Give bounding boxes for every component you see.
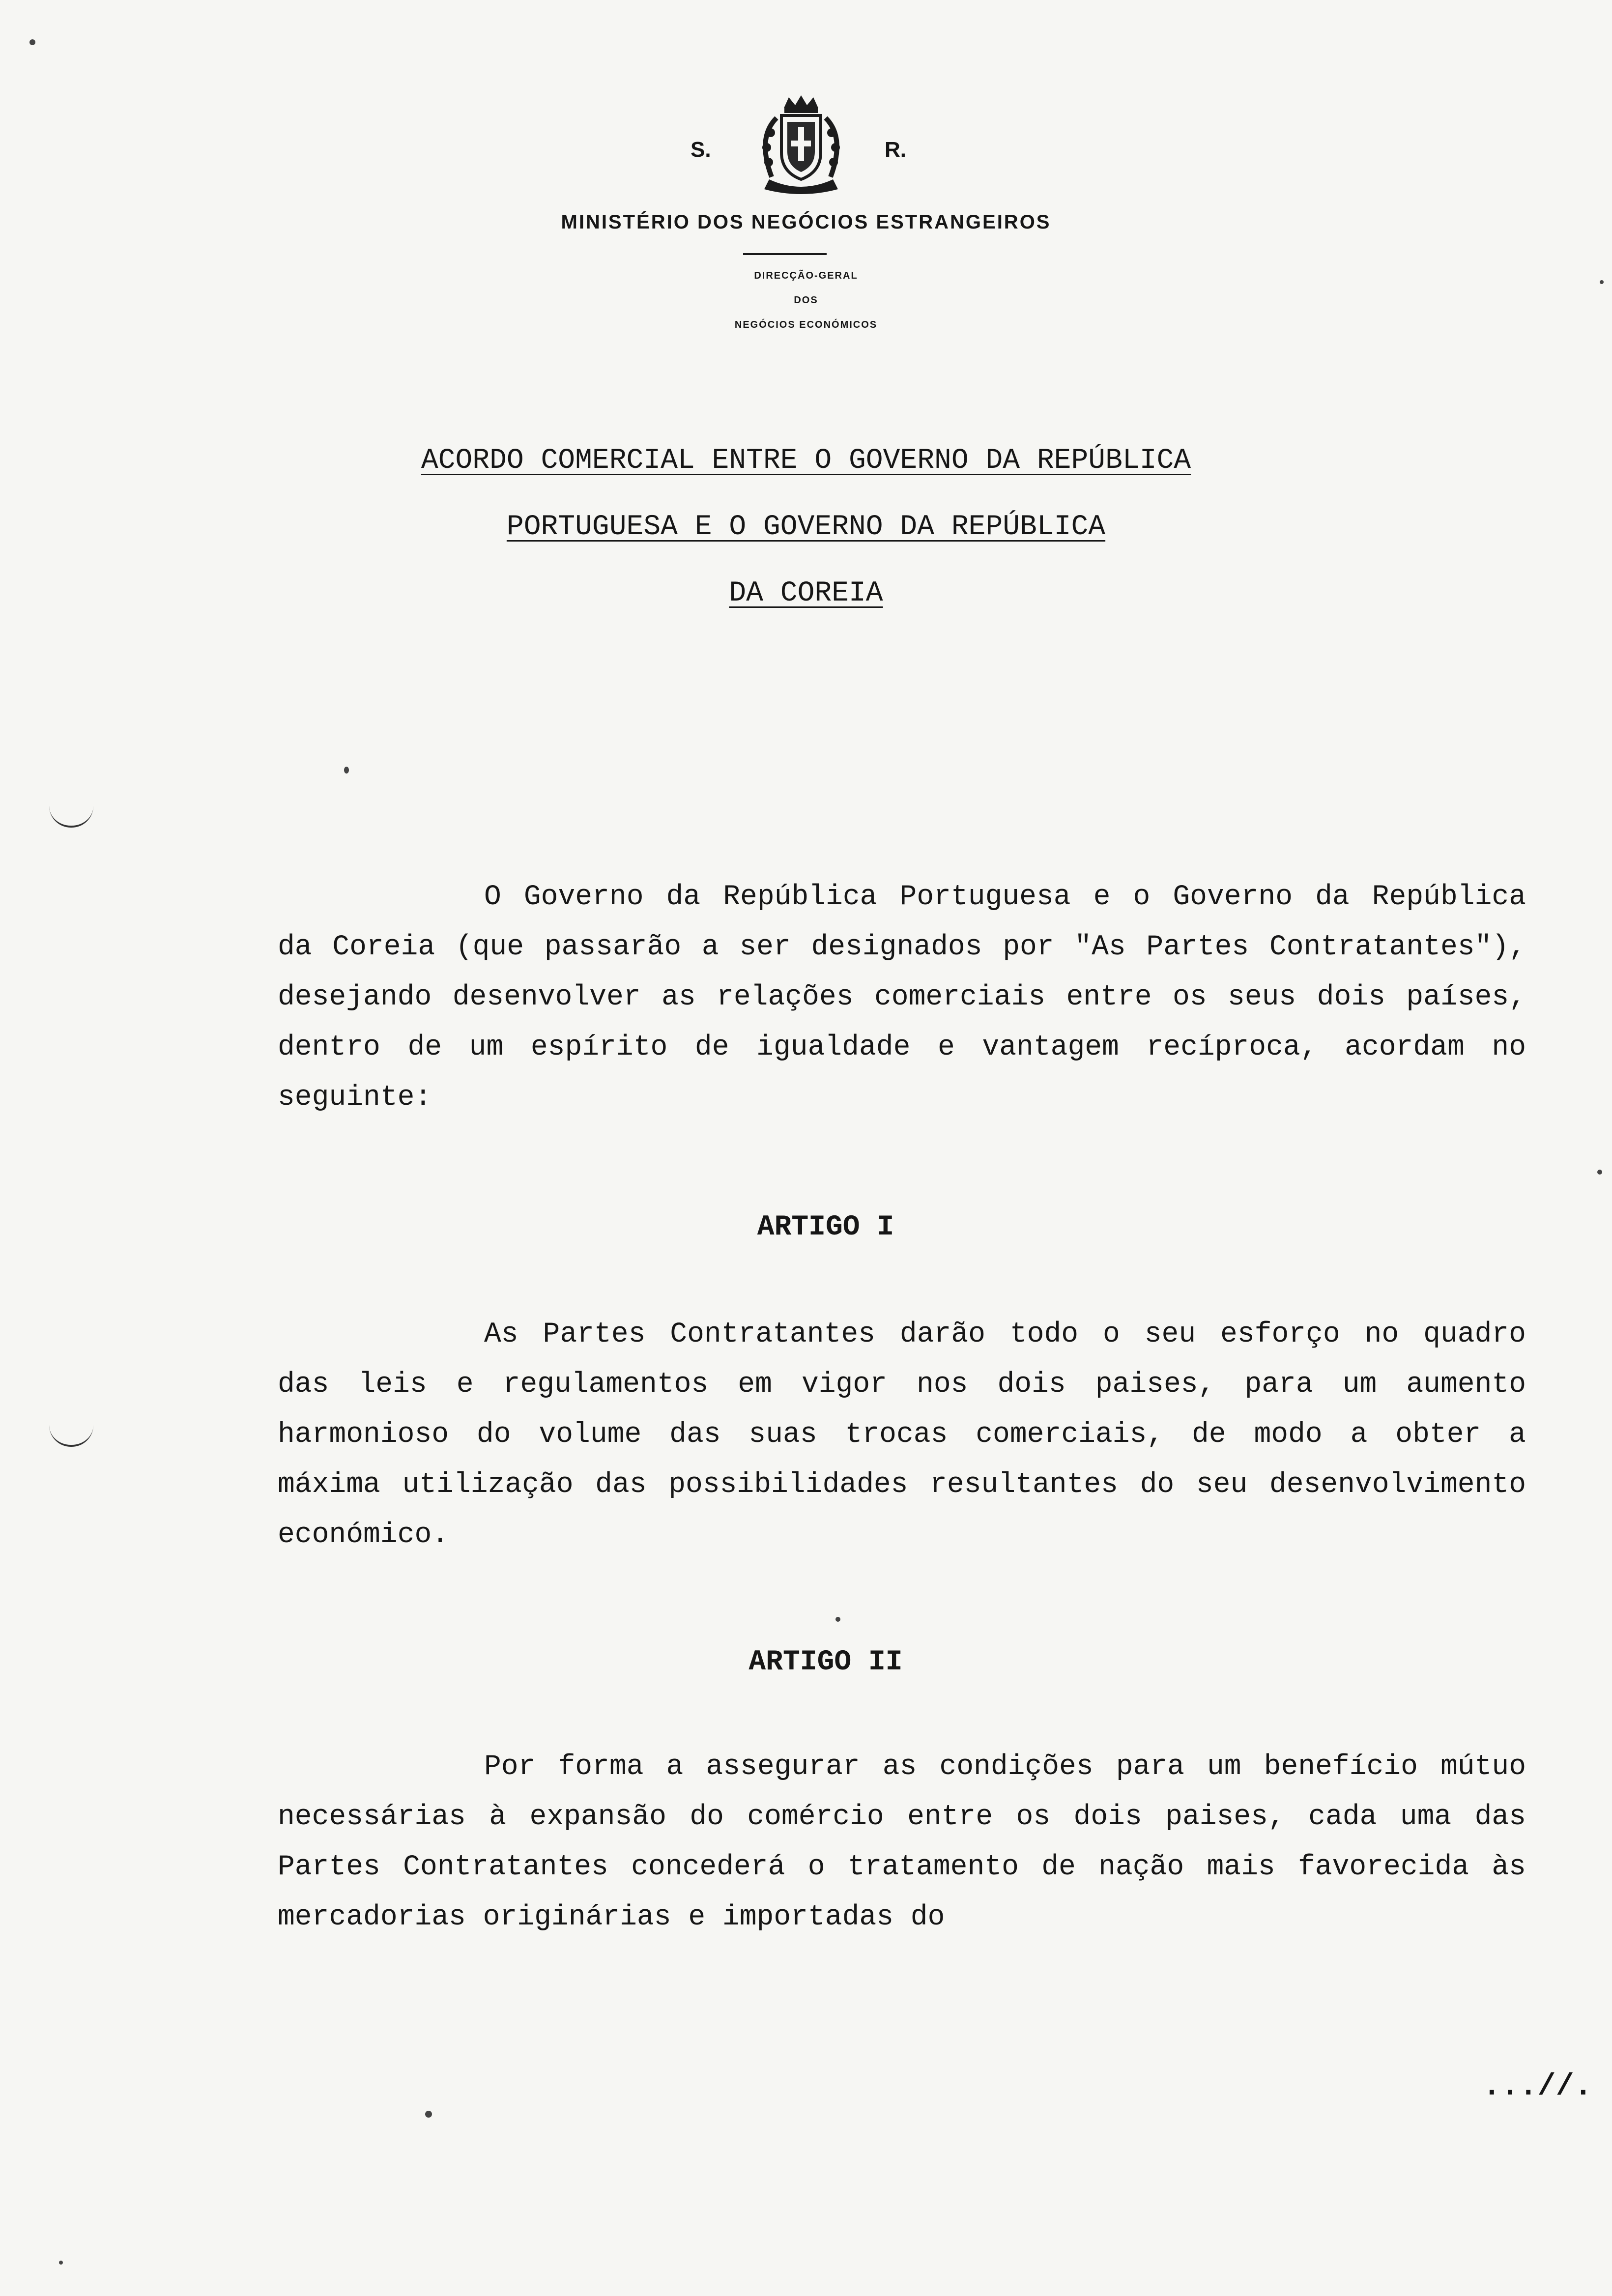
document-title-line-2: PORTUGUESA E O GOVERNO DA REPÚBLICA <box>506 511 1106 543</box>
article-text: As Partes Contratantes darão todo o seu esforço no quadro das leis e regulamentos em vigor nos dois paises, para um aumento harmonioso do volume das suas trocas comerciais, de modo a obter a máxima utilização das possibilidades resultantes do seu desenvolvimento económico. <box>278 1319 1526 1551</box>
letterhead-initial-left: S. <box>691 138 711 162</box>
letterhead-divider <box>743 253 827 255</box>
continuation-mark: ...//. <box>1482 2069 1592 2104</box>
scan-speck <box>1597 1170 1602 1175</box>
article-text: Por forma a assegurar as condições para um benefício mútuo necessárias à expansão do comércio entre os dois paises, cada uma das Partes Contratantes concederá o tratamento de nação mais favorecida às mercadorias originárias e importadas do <box>278 1751 1526 1933</box>
document-title-line-3: DA COREIA <box>729 577 883 609</box>
letterhead-initial-right: R. <box>885 138 906 162</box>
punch-hole-mark <box>49 806 93 828</box>
coat-of-arms-icon <box>742 93 860 197</box>
ministry-name: MINISTÉRIO DOS NEGÓCIOS ESTRANGEIROS <box>561 211 1051 233</box>
document-title-line-1: ACORDO COMERCIAL ENTRE O GOVERNO DA REPÚBLICA <box>421 445 1191 477</box>
letterhead <box>0 93 1612 349</box>
punch-hole-mark <box>49 1425 93 1447</box>
direction-line-3: NEGÓCIOS ECONÓMICOS <box>734 319 878 330</box>
scan-speck <box>59 2261 63 2265</box>
scan-speck <box>1600 280 1604 284</box>
direction-line-2: DOS <box>794 295 818 306</box>
article-heading: ARTIGO I <box>757 1211 894 1243</box>
scan-speck <box>29 39 35 45</box>
article-heading: ARTIGO II <box>748 1646 903 1678</box>
direction-line-1: DIRECÇÃO-GERAL <box>754 270 858 281</box>
scan-speck <box>344 767 349 774</box>
article-paragraph <box>278 1742 1526 1943</box>
article-paragraph <box>278 1310 1526 1560</box>
scan-speck <box>425 2111 432 2118</box>
preamble-paragraph <box>278 872 1526 1123</box>
scan-speck <box>835 1617 840 1622</box>
preamble-text: O Governo da República Portuguesa e o Governo da República da Coreia (que passarão a ser designados por "As Partes Contratantes"), desejando desenvolver as relações comerciais entre os seus dois países, dentro de um espírito de igualdade e vantagem recíproca, acordam no seguinte: <box>278 881 1526 1114</box>
